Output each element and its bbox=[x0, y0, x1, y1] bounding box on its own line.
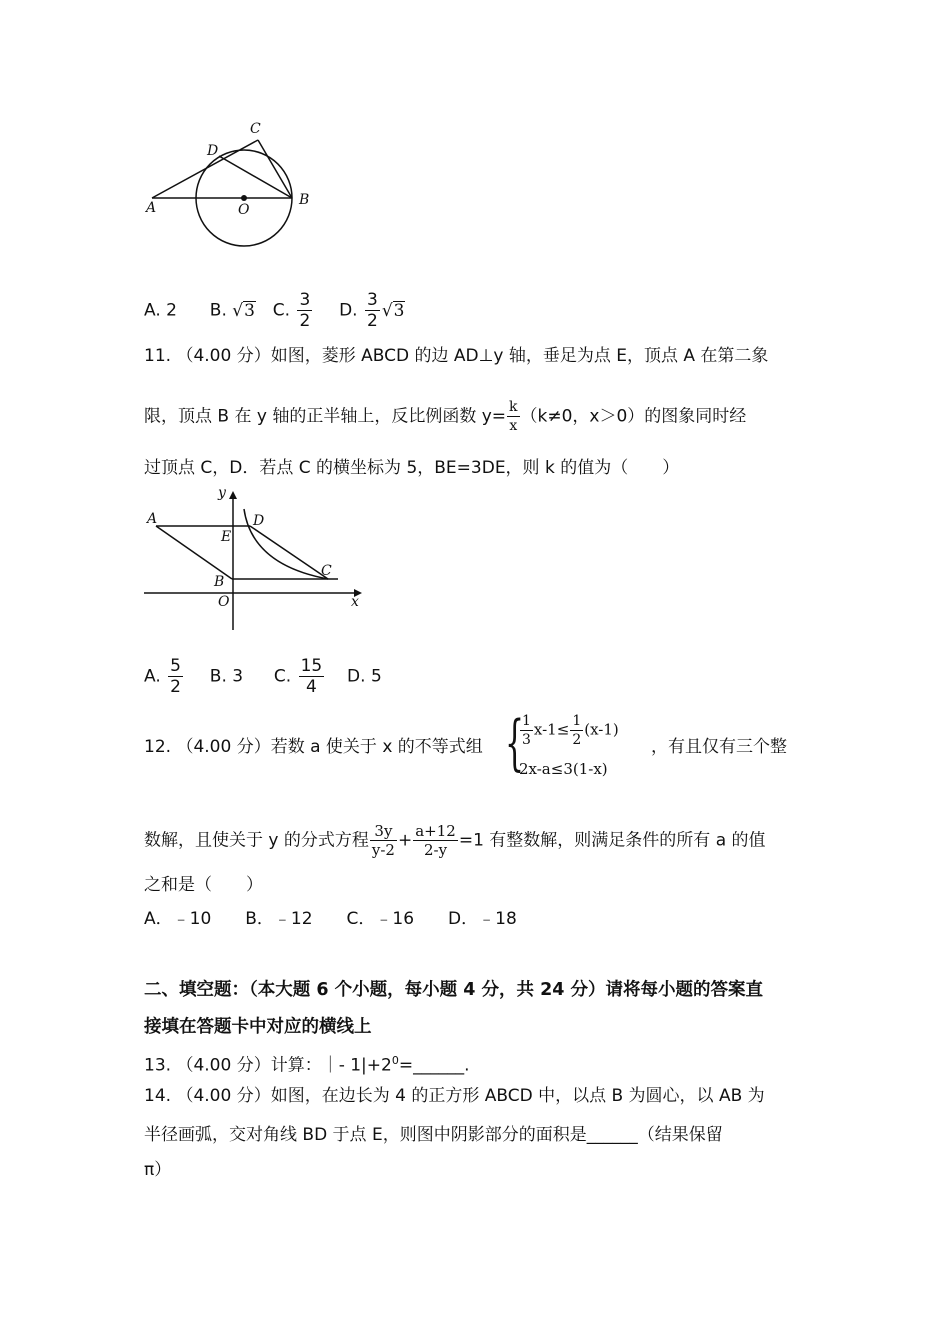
q10-option-a-letter: A. bbox=[144, 300, 161, 321]
q12-line-3: 之和是（ ） bbox=[144, 875, 263, 895]
q10-option-d-letter: D. bbox=[339, 300, 358, 321]
fig11-label-b: B bbox=[214, 574, 225, 590]
fig10-label-b: B bbox=[299, 192, 310, 208]
q11-line-2: 限，顶点 B 在 y 轴的正半轴上，反比例函数 y= $\frac{k}{x}$ （k≠0，x＞0）的图象同时经 bbox=[144, 399, 747, 434]
section-2-heading-line-2: 接填在答题卡中对应的横线上 bbox=[144, 1017, 372, 1037]
q11-option-b-value: 3 bbox=[232, 666, 244, 687]
section-2-heading-line-1: 二、填空题：（本大题 6 个小题，每小题 4 分，共 24 分）请将每小题的答案直 bbox=[144, 980, 764, 1000]
q10-options bbox=[144, 290, 405, 331]
q12-equation-frac-1: $\frac{3y}{y-2}$ bbox=[371, 822, 395, 859]
q11-line-1: 11. （4.00 分）如图，菱形 ABCD 的边 AD⊥y 轴，垂足为点 E，顶点 A 在第二象 bbox=[144, 346, 769, 366]
fig11-label-e: E bbox=[221, 529, 232, 545]
q11-option-c-letter: C. bbox=[273, 666, 292, 687]
q11-option-d-value: 5 bbox=[370, 666, 382, 687]
q11-options bbox=[144, 656, 382, 697]
fig11-label-y: y bbox=[218, 485, 226, 501]
q14-line-3: π） bbox=[144, 1160, 172, 1180]
q14-line-2: 半径画弧，交对角线 BD 于点 E，则图中阴影部分的面积是______（结果保留 bbox=[144, 1125, 723, 1145]
q11-option-c-fraction: $\frac{15}{4}$ bbox=[300, 656, 323, 697]
system-row-2: 2x-a≤3(1-x) bbox=[519, 760, 608, 778]
segment-cb bbox=[258, 140, 292, 198]
q12-options: A．﹣10 B．﹣12 C．﹣16 D．﹣18 bbox=[144, 909, 517, 929]
q10-option-b-sqrt: √3 bbox=[232, 300, 255, 321]
system-row-1: $\frac{1}{3}$ x-1≤ $\frac{1}{2}$ (x-1) bbox=[522, 713, 619, 748]
fig10-label-o: O bbox=[238, 202, 250, 218]
center-dot bbox=[241, 195, 247, 201]
q12-equation-frac-2: $\frac{a+12}{2-y}$ bbox=[415, 822, 456, 859]
y-axis-arrow bbox=[229, 491, 237, 499]
q10-option-a-value: 2 bbox=[166, 300, 177, 321]
fig10-label-c: C bbox=[250, 121, 261, 137]
q12-line-1-pre: 12. （4.00 分）若数 a 使关于 x 的不等式组 bbox=[144, 737, 483, 757]
system-brace: { bbox=[505, 708, 525, 778]
q10-option-d-fraction: $\frac{3}{2}$ bbox=[366, 290, 378, 331]
q11-option-a-letter: A. bbox=[144, 666, 161, 687]
fig11-label-x: x bbox=[351, 594, 359, 610]
q10-option-d-sqrt: √3 bbox=[381, 300, 405, 321]
fig11-label-o: O bbox=[218, 594, 230, 610]
segment-dc bbox=[250, 526, 328, 579]
q11-k-over-x: $\frac{k}{x}$ bbox=[509, 399, 518, 434]
q12-line-1-post: ，有且仅有三个整 bbox=[651, 737, 787, 757]
fig11-label-a: A bbox=[147, 511, 158, 527]
q11-option-b-letter: B. bbox=[209, 666, 227, 687]
q11-line-3: 过顶点 C，D．若点 C 的横坐标为 5，BE=3DE，则 k 的值为（ ） bbox=[144, 458, 680, 478]
segment-db bbox=[219, 156, 292, 198]
fig10-label-a: A bbox=[146, 200, 157, 216]
q11-option-a-fraction: $\frac{5}{2}$ bbox=[170, 656, 181, 697]
q14-line-1: 14. （4.00 分）如图，在边长为 4 的正方形 ABCD 中，以点 B 为圆心，以 AB 为 bbox=[144, 1086, 765, 1106]
q13-line: 13. （4.00 分）计算：｜- $1|+2^0=\_\_\_\_\_\_$. bbox=[144, 1054, 470, 1076]
fig11-label-d: D bbox=[253, 513, 265, 529]
q11-figure bbox=[140, 485, 370, 635]
q10-option-b-letter: B. bbox=[209, 300, 227, 321]
q10-figure bbox=[140, 118, 320, 253]
q10-option-c-fraction: $\frac{3}{2}$ bbox=[299, 290, 311, 331]
q10-option-c-letter: C. bbox=[272, 300, 291, 321]
q12-line-2: 数解，且使关于 y 的分式方程 $\frac{3y}{y-2}$ + $\frac{a+12}{2-y}$ =1 有整数解，则满足条件的所有 a 的值 bbox=[144, 822, 766, 859]
fig10-label-d: D bbox=[207, 143, 219, 159]
q11-option-d-letter: D. bbox=[347, 666, 366, 687]
fig11-label-c: C bbox=[321, 563, 332, 579]
